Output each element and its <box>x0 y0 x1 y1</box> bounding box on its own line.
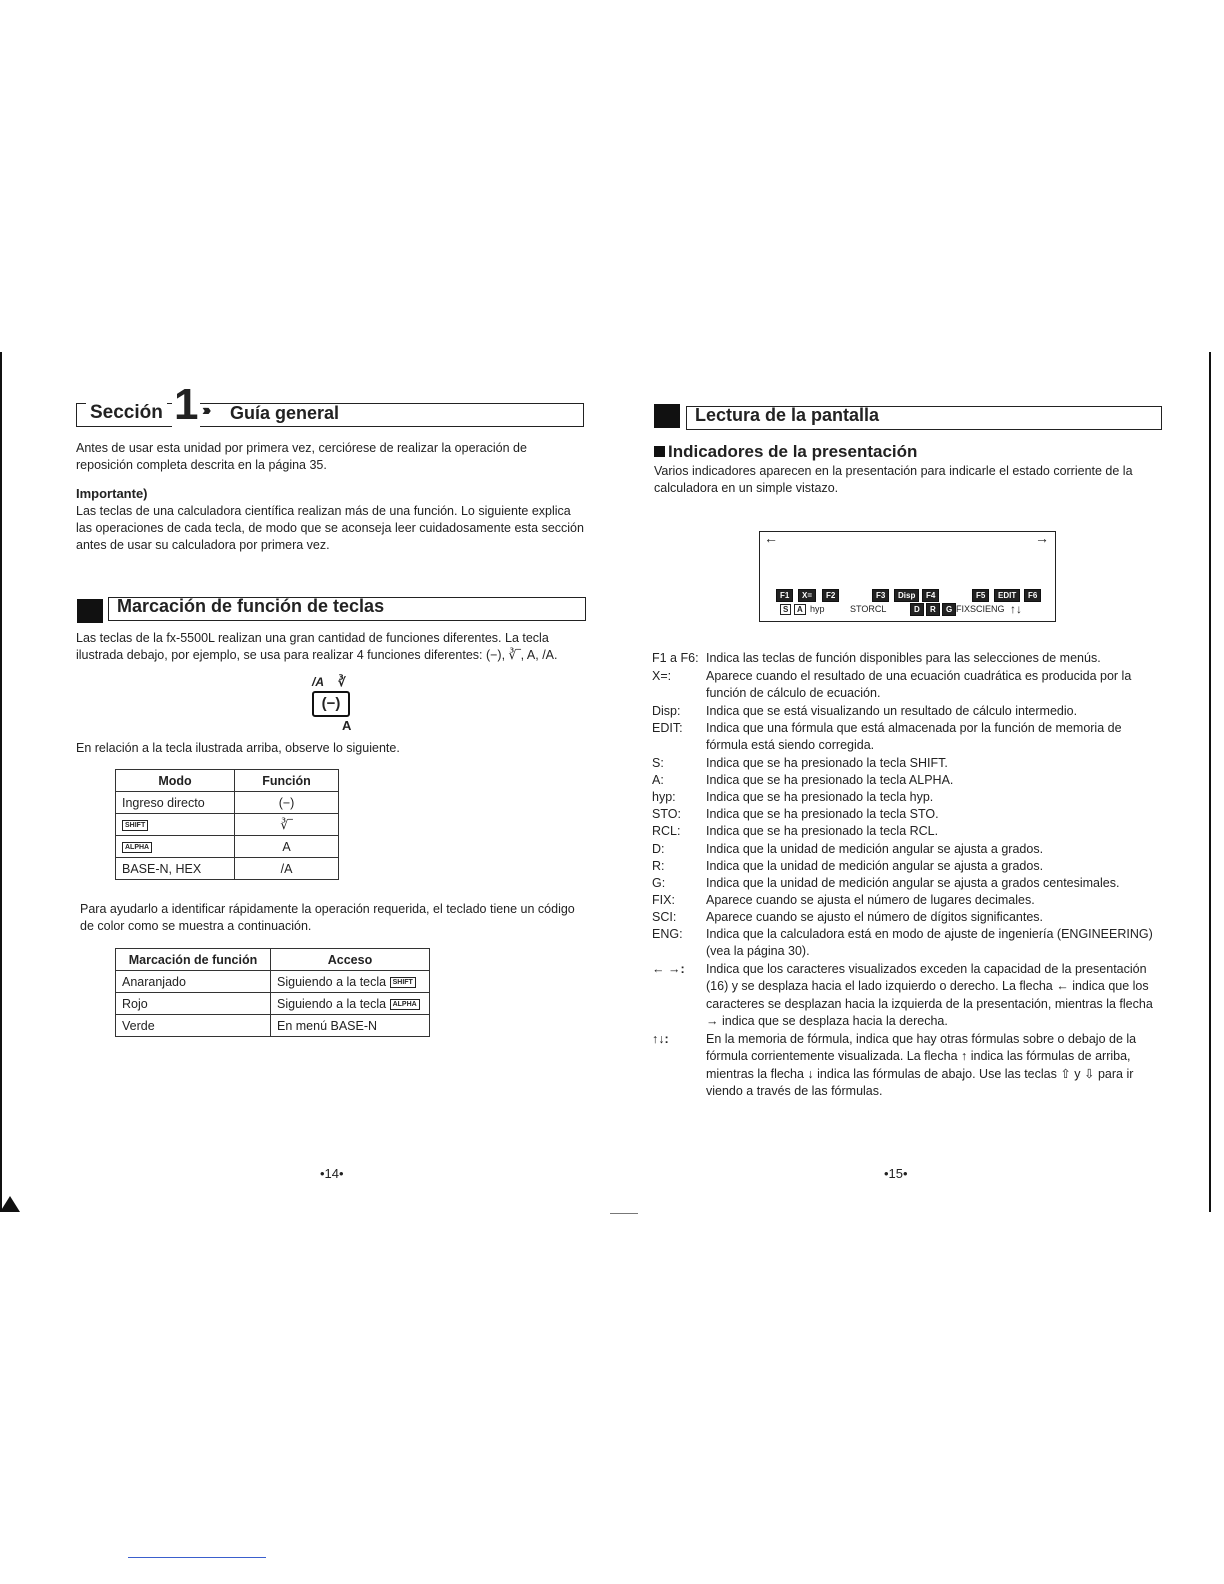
table-row <box>116 836 339 858</box>
disp-icon: Disp <box>894 589 919 602</box>
indicator-label: FIX: <box>652 893 675 907</box>
color-access-table <box>115 948 430 1037</box>
indicator-desc: Aparece cuando se ajusta el número de lugares decimales. <box>706 893 1035 907</box>
table-header: Acceso <box>271 949 430 971</box>
d-indicator-icon: D <box>910 603 924 616</box>
f5-icon: F5 <box>972 589 989 602</box>
f3-icon: F3 <box>872 589 889 602</box>
indicator-desc: En la memoria de fórmula, indica que hay otras fórmulas sobre o debajo de la fórmula corrientemente visualizada. La flecha ↑ indica las fórmulas de arriba, mientras la flecha ↓ indica las fórmulas de abajo. Use las teclas ⇧ y ⇩ para ir viendo a través de las fórmulas. <box>706 1032 1137 1098</box>
hyp-indicator: hyp <box>810 604 825 614</box>
minus-key-icon <box>312 691 350 717</box>
indicator-desc: Indica que se está visualizando un resultado de cálculo intermedio. <box>706 704 1078 718</box>
indicator-label: STO: <box>652 807 681 821</box>
table-cell <box>271 971 430 993</box>
corner-mark <box>0 1196 20 1212</box>
table-cell: BASE-N, HEX <box>116 858 235 880</box>
shift-key-icon: SHIFT <box>122 820 148 831</box>
f6-icon: F6 <box>1024 589 1041 602</box>
indicator-label: S: <box>652 756 664 770</box>
indicator-label: hyp: <box>652 790 676 804</box>
indicator-desc: Aparece cuando se ajusto el número de dígitos significantes. <box>706 910 1044 924</box>
indicator-desc: Indica que se ha presionado la tecla SHIFT. <box>706 756 948 770</box>
lcd-indicator-row <box>776 603 1056 617</box>
cell-text: Siguiendo a la tecla <box>277 996 387 1011</box>
indicator-label: RCL: <box>652 824 681 838</box>
table-header: Función <box>235 770 339 792</box>
table-cell <box>116 814 235 836</box>
heading-block-icon <box>77 599 103 623</box>
f4-icon: F4 <box>922 589 939 602</box>
marking-heading-box <box>108 597 586 621</box>
a-indicator-icon: A <box>794 604 806 615</box>
lcd-key-row <box>776 589 1056 603</box>
indicator-label: ENG: <box>652 927 683 941</box>
display-heading: Lectura de la pantalla <box>695 405 880 425</box>
section-heading <box>76 380 584 429</box>
table-cell: /A <box>235 858 339 880</box>
key-top-right: ∛ <box>338 675 346 689</box>
subheading <box>654 442 917 462</box>
edit-icon: EDIT <box>994 589 1020 602</box>
table-row <box>116 993 430 1015</box>
right-arrow-icon: → <box>1035 530 1049 546</box>
updown-arrow-icon: ↑↓ <box>1010 602 1022 616</box>
fixscieng-indicator: FIXSCIENG <box>956 604 1005 614</box>
alpha-key-icon: ALPHA <box>122 842 152 853</box>
indicator-label: EDIT: <box>652 721 683 735</box>
indicator-label: X=: <box>652 669 672 683</box>
heading-block-icon <box>654 404 680 428</box>
indicator-desc: Indica que se ha presionado la tecla RCL. <box>706 824 939 838</box>
table-cell: En menú BASE-N <box>271 1015 430 1037</box>
table-cell: ∛‾ <box>235 814 339 836</box>
table-header: Marcación de función <box>116 949 271 971</box>
subheading-text: Indicadores de la presentación <box>668 442 918 461</box>
table-cell: Verde <box>116 1015 271 1037</box>
key-bottom: A <box>342 718 352 733</box>
table-row <box>116 792 339 814</box>
square-bullet-icon <box>654 446 665 457</box>
mode-function-table <box>115 769 339 880</box>
marking-heading: Marcación de función de teclas <box>117 596 385 616</box>
bottom-rule <box>128 1557 266 1558</box>
indicator-desc: Indica que se ha presionado la tecla ALPHA. <box>706 773 954 787</box>
indicator-desc: Indica que la unidad de medición angular se ajusta a grados. <box>706 859 1044 873</box>
center-rule <box>610 1213 638 1214</box>
indicator-desc: Indica que una fórmula que está almacenada por la función de memoria de fórmula está siendo corregida. <box>706 721 1122 753</box>
indicator-label: ← →: <box>652 962 685 976</box>
table-row <box>116 971 430 993</box>
left-arrow-icon: ← <box>764 530 778 546</box>
indicator-desc: Indica que los caracteres visualizados exceden la capacidad de la presentación (16) y se desplaza hacia el lado izquierdo o derecho. La flecha ← indica que los caracteres se desplazan hacia la izquierda de la presentación, mientras la flecha → indica que se desplaza hacia la derecha. <box>706 962 1153 1028</box>
r-indicator-icon: R <box>926 603 940 616</box>
table-cell: Rojo <box>116 993 271 1015</box>
chevrons-icon: ›››› <box>202 402 208 419</box>
page-edge-line <box>0 352 2 1212</box>
f2-icon: F2 <box>822 589 839 602</box>
indicator-label: D: <box>652 842 665 856</box>
section-title: Guía general <box>230 403 340 423</box>
display-heading-box <box>686 406 1162 430</box>
section-number: 1 <box>174 380 199 429</box>
cell-text: Siguiendo a la tecla <box>277 974 387 989</box>
table-row <box>116 858 339 880</box>
indicator-label: SCI: <box>652 910 677 924</box>
relation-text: En relación a la tecla ilustrada arriba, observe lo siguiente. <box>76 741 400 755</box>
table-cell: Anaranjado <box>116 971 271 993</box>
table-cell: Ingreso directo <box>116 792 235 814</box>
page-number: •15• <box>884 1166 908 1181</box>
indicator-label: G: <box>652 876 666 890</box>
shift-key-icon: SHIFT <box>390 977 416 988</box>
lcd-display <box>759 531 1056 622</box>
indicator-desc: Aparece cuando el resultado de una ecuación cuadrática es producida por la función de cálculo de ecuación. <box>706 669 1132 701</box>
indicator-label: Disp: <box>652 704 681 718</box>
section-word: Sección <box>86 402 167 424</box>
table-header: Modo <box>116 770 235 792</box>
x-equals-icon: X= <box>798 589 816 602</box>
page-number: •14• <box>320 1166 344 1181</box>
indicator-desc: Indica que se ha presionado la tecla STO. <box>706 807 939 821</box>
alpha-key-icon: ALPHA <box>390 999 420 1010</box>
page-edge-line <box>1209 352 1211 1212</box>
indicator-desc: Indica que la unidad de medición angular se ajusta a grados. <box>706 842 1044 856</box>
indicator-desc: Indica que la unidad de medición angular se ajusta a grados centesimales. <box>706 876 1120 890</box>
f1-icon: F1 <box>776 589 793 602</box>
g-indicator-icon: G <box>942 603 956 616</box>
marking-text: Las teclas de la fx-5500L realizan una gran cantidad de funciones diferentes. La tecla ilustrada debajo, por ejemplo, se usa para realizar 4 funciones diferentes: (−), ∛‾, A, /A. <box>76 631 558 662</box>
storcl-indicator: STORCL <box>850 604 887 614</box>
intro-text: Antes de usar esta unidad por primera vez, cerciórese de realizar la operación de reposición completa descrita en la página 35. <box>76 441 527 472</box>
table-cell: A <box>235 836 339 858</box>
important-text: Las teclas de una calculadora científica realizan más de una función. Lo siguiente explica las operaciones de cada tecla, de modo que se aconseja leer cuidadosamente esta sección antes de usar su calculadora por primera vez. <box>76 504 584 552</box>
indicator-label: ↑↓: <box>652 1032 669 1046</box>
indicator-label: F1 a F6: <box>652 651 699 665</box>
indicator-label: A: <box>652 773 664 787</box>
table-cell: (−) <box>235 792 339 814</box>
table-cell <box>271 993 430 1015</box>
indicator-desc: Indica que se ha presionado la tecla hyp. <box>706 790 934 804</box>
indicator-desc: Indica las teclas de función disponibles para las selecciones de menús. <box>706 651 1101 665</box>
key-label: (−) <box>321 695 341 712</box>
right-intro: Varios indicadores aparecen en la presentación para indicarle el estado corriente de la calculadora en un simple vistazo. <box>654 464 1133 495</box>
table-row <box>116 1015 430 1037</box>
table-cell <box>116 836 235 858</box>
color-text: Para ayudarlo a identificar rápidamente la operación requerida, el teclado tiene un código de color como se muestra a continuación. <box>80 902 575 933</box>
indicator-label: R: <box>652 859 665 873</box>
important-heading: Importante) <box>76 486 148 501</box>
table-row <box>116 814 339 836</box>
s-indicator-icon: S <box>780 604 791 615</box>
key-top-left: /A <box>312 675 324 689</box>
key-illustration <box>300 675 380 735</box>
indicator-desc: Indica que la calculadora está en modo de ajuste de ingeniería (ENGINEERING) (vea la página 30). <box>706 927 1153 959</box>
